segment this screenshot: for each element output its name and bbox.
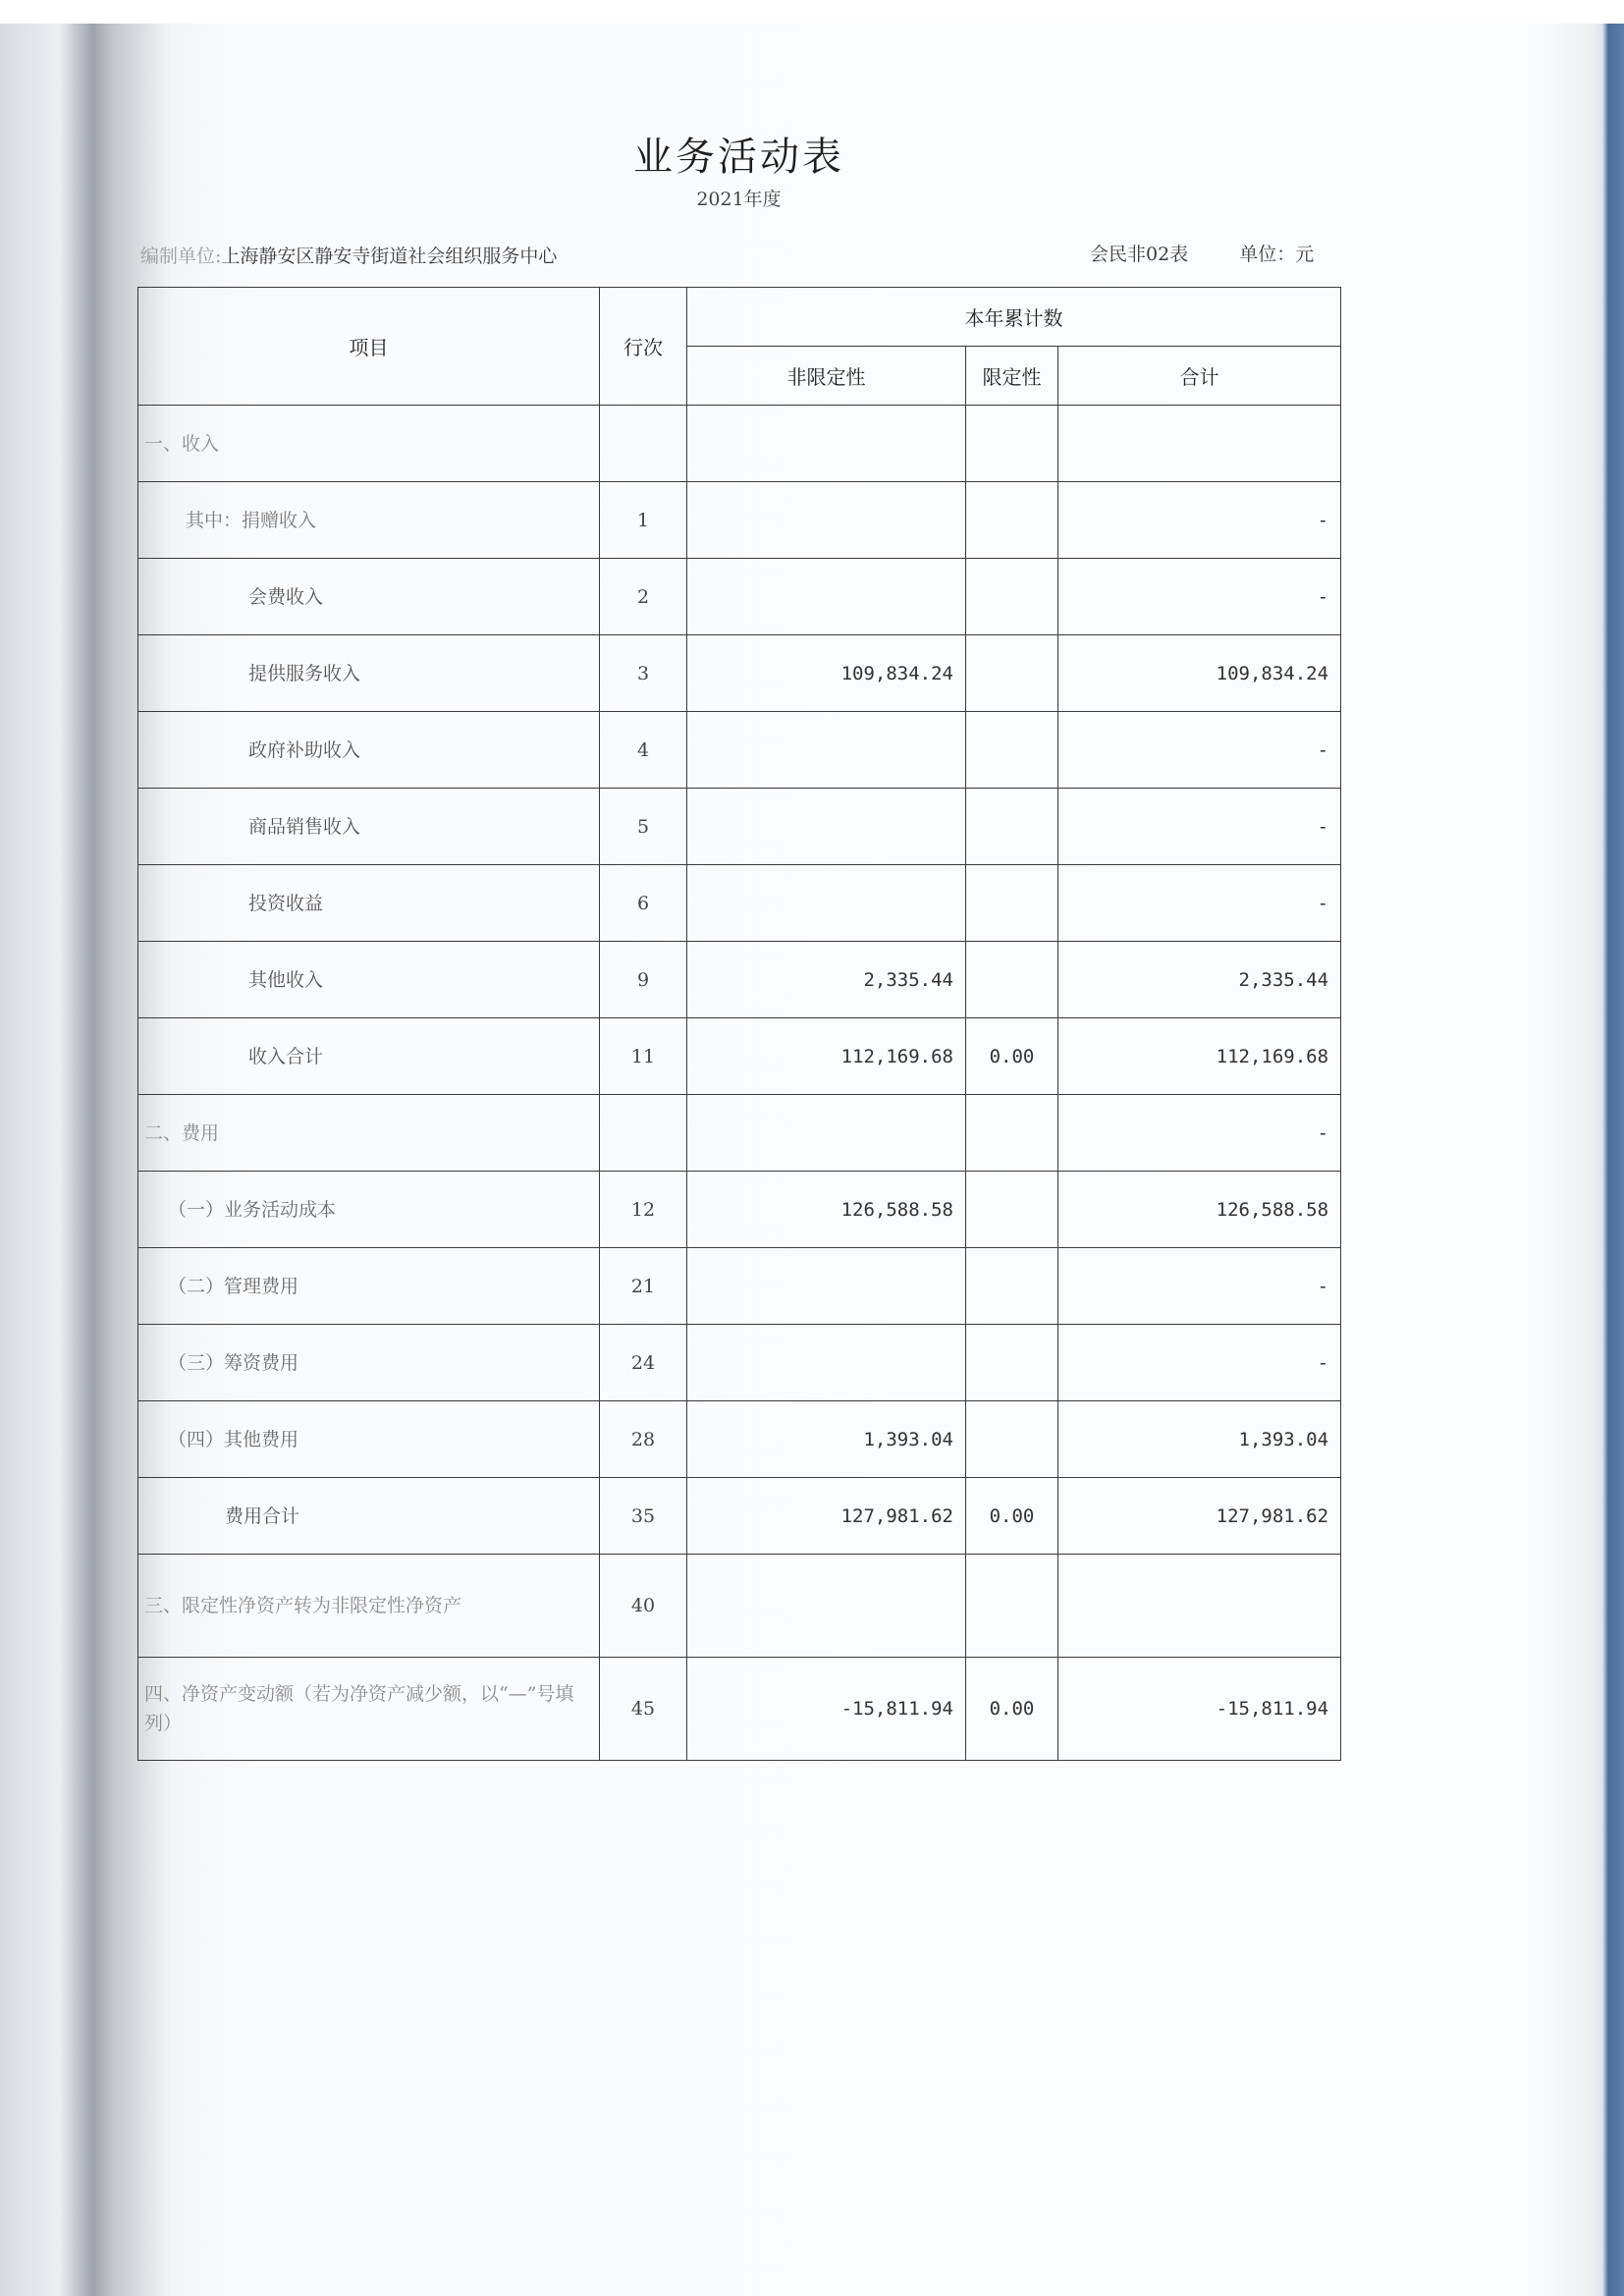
row-total: - — [1058, 1095, 1341, 1172]
row-restricted — [966, 789, 1058, 865]
row-item: （四）其他费用 — [138, 1401, 600, 1478]
table-row — [138, 1325, 1341, 1401]
row-item: 四、净资产变动额（若为净资产减少额，以“—”号填列） — [138, 1658, 600, 1761]
row-unrestricted — [687, 1248, 966, 1325]
row-restricted — [966, 1401, 1058, 1478]
row-item: 收入合计 — [138, 1018, 600, 1095]
header-unrestricted: 非限定性 — [687, 347, 966, 406]
header-restricted: 限定性 — [966, 347, 1058, 406]
row-unrestricted — [687, 406, 966, 482]
row-line: 12 — [600, 1172, 687, 1248]
row-total: - — [1058, 482, 1341, 559]
row-restricted — [966, 1325, 1058, 1401]
row-total: - — [1058, 789, 1341, 865]
row-line — [600, 406, 687, 482]
form-meta — [1090, 240, 1314, 266]
row-total: - — [1058, 1325, 1341, 1401]
row-item: 其他收入 — [138, 942, 600, 1018]
row-item: 费用合计 — [138, 1478, 600, 1555]
row-item: 商品销售收入 — [138, 789, 600, 865]
row-restricted — [966, 1555, 1058, 1658]
row-unrestricted: 2,335.44 — [687, 942, 966, 1018]
row-line: 5 — [600, 789, 687, 865]
row-restricted — [966, 942, 1058, 1018]
row-line: 1 — [600, 482, 687, 559]
row-item: 一、收入 — [138, 406, 600, 482]
row-restricted: 0.00 — [966, 1658, 1058, 1761]
row-unrestricted: -15,811.94 — [687, 1658, 966, 1761]
prepared-by-label: 编制单位: — [140, 246, 222, 267]
row-restricted — [966, 712, 1058, 789]
table-row — [138, 1658, 1341, 1761]
row-total — [1058, 406, 1341, 482]
row-unrestricted — [687, 1095, 966, 1172]
table-row — [138, 406, 1341, 482]
row-total: 1,393.04 — [1058, 1401, 1341, 1478]
row-total: 2,335.44 — [1058, 942, 1341, 1018]
row-unrestricted: 112,169.68 — [687, 1018, 966, 1095]
row-unrestricted: 127,981.62 — [687, 1478, 966, 1555]
row-total: 109,834.24 — [1058, 635, 1341, 712]
row-line: 3 — [600, 635, 687, 712]
row-line: 9 — [600, 942, 687, 1018]
row-total: 126,588.58 — [1058, 1172, 1341, 1248]
row-line: 28 — [600, 1401, 687, 1478]
row-item: 政府补助收入 — [138, 712, 600, 789]
row-total: 127,981.62 — [1058, 1478, 1341, 1555]
table-row — [138, 482, 1341, 559]
table-row — [138, 789, 1341, 865]
row-unrestricted: 126,588.58 — [687, 1172, 966, 1248]
table-row — [138, 635, 1341, 712]
row-line: 40 — [600, 1555, 687, 1658]
row-unrestricted — [687, 1555, 966, 1658]
row-unrestricted — [687, 865, 966, 942]
table-row — [138, 712, 1341, 789]
row-item: （一）业务活动成本 — [138, 1172, 600, 1248]
header-line: 行次 — [600, 288, 687, 406]
table-row — [138, 1018, 1341, 1095]
row-restricted — [966, 865, 1058, 942]
row-line: 2 — [600, 559, 687, 635]
row-line: 6 — [600, 865, 687, 942]
table-row — [138, 1172, 1341, 1248]
row-item: 提供服务收入 — [138, 635, 600, 712]
table-row — [138, 1401, 1341, 1478]
table-row — [138, 1555, 1341, 1658]
row-restricted: 0.00 — [966, 1478, 1058, 1555]
row-total: 112,169.68 — [1058, 1018, 1341, 1095]
form-code: 会民非02表 — [1090, 244, 1189, 265]
row-item: （二）管理费用 — [138, 1248, 600, 1325]
prepared-by — [140, 242, 557, 268]
table-row — [138, 1095, 1341, 1172]
row-item: （三）筹资费用 — [138, 1325, 600, 1401]
row-restricted — [966, 1172, 1058, 1248]
row-restricted — [966, 559, 1058, 635]
row-restricted — [966, 406, 1058, 482]
row-restricted: 0.00 — [966, 1018, 1058, 1095]
header-item: 项目 — [138, 288, 600, 406]
row-restricted — [966, 635, 1058, 712]
row-unrestricted — [687, 1325, 966, 1401]
row-total — [1058, 1555, 1341, 1658]
row-restricted — [966, 1248, 1058, 1325]
row-total: -15,811.94 — [1058, 1658, 1341, 1761]
business-activity-table — [137, 287, 1341, 1761]
row-line: 21 — [600, 1248, 687, 1325]
table-row — [138, 942, 1341, 1018]
scan-top-margin — [0, 0, 1624, 24]
row-item: 三、限定性净资产转为非限定性净资产 — [138, 1555, 600, 1658]
row-unrestricted — [687, 482, 966, 559]
row-unrestricted — [687, 712, 966, 789]
row-total: - — [1058, 712, 1341, 789]
table-row — [138, 1248, 1341, 1325]
row-restricted — [966, 1095, 1058, 1172]
row-line: 11 — [600, 1018, 687, 1095]
row-total: - — [1058, 559, 1341, 635]
report-title: 业务活动表 — [633, 135, 844, 180]
row-line: 35 — [600, 1478, 687, 1555]
row-unrestricted: 1,393.04 — [687, 1401, 966, 1478]
currency-unit: 单位：元 — [1239, 244, 1315, 265]
table-row — [138, 1478, 1341, 1555]
row-unrestricted: 109,834.24 — [687, 635, 966, 712]
row-restricted — [966, 482, 1058, 559]
row-line: 45 — [600, 1658, 687, 1761]
row-item: 二、费用 — [138, 1095, 600, 1172]
row-unrestricted — [687, 559, 966, 635]
header-group: 本年累计数 — [687, 288, 1341, 347]
report-period: 2021年度 — [696, 189, 782, 210]
row-line: 24 — [600, 1325, 687, 1401]
row-line — [600, 1095, 687, 1172]
prepared-by-value: 上海静安区静安寺街道社会组织服务中心 — [221, 246, 558, 267]
header-total: 合计 — [1058, 347, 1341, 406]
row-unrestricted — [687, 789, 966, 865]
row-item: 会费收入 — [138, 559, 600, 635]
table-row — [138, 865, 1341, 942]
row-line: 4 — [600, 712, 687, 789]
row-item: 其中：捐赠收入 — [138, 482, 600, 559]
row-total: - — [1058, 865, 1341, 942]
table-row — [138, 559, 1341, 635]
row-total: - — [1058, 1248, 1341, 1325]
row-item: 投资收益 — [138, 865, 600, 942]
